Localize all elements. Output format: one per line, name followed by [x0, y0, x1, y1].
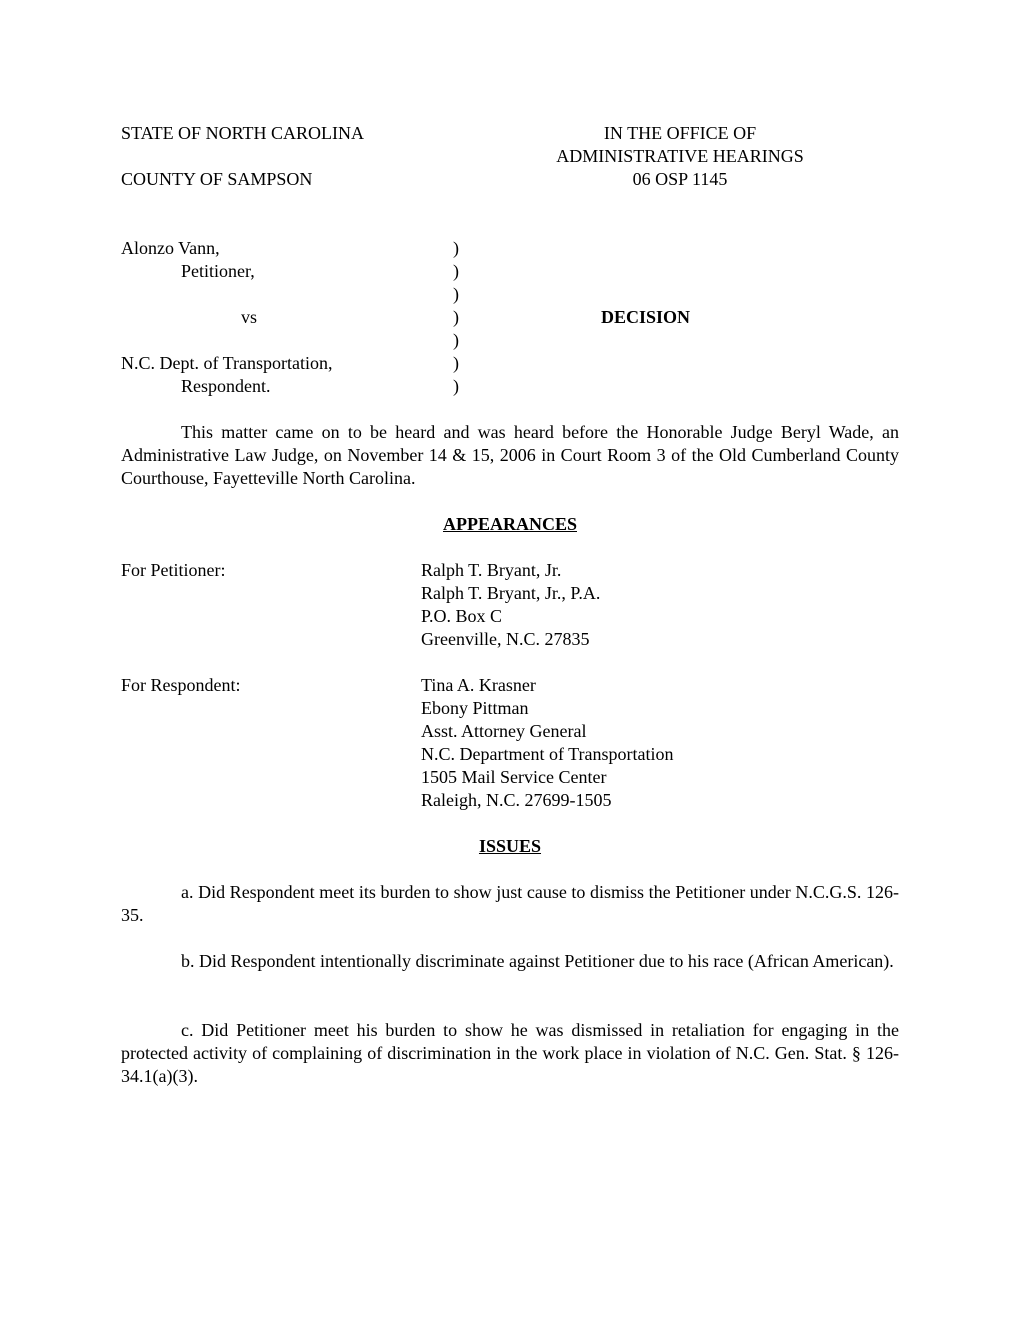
respondent-counsel-line: Asst. Attorney General	[421, 721, 587, 741]
petitioner-counsel-line: P.O. Box C	[421, 606, 503, 626]
state-caption: STATE OF NORTH CAROLINA	[121, 123, 364, 143]
bracket: )	[453, 307, 459, 327]
respondent-role: Respondent.	[181, 376, 271, 396]
petitioner-counsel-label: For Petitioner:	[121, 560, 226, 580]
document-type: DECISION	[601, 307, 691, 327]
petitioner-counsel-line: Ralph T. Bryant, Jr.	[421, 560, 562, 580]
versus-label: vs	[241, 307, 258, 327]
bracket: )	[453, 284, 459, 304]
respondent-counsel-line: Raleigh, N.C. 27699-1505	[421, 790, 612, 810]
respondent-counsel-line: 1505 Mail Service Center	[421, 767, 607, 787]
petitioner-counsel-line: Greenville, N.C. 27835	[421, 629, 590, 649]
bracket: )	[453, 376, 459, 396]
petitioner-role: Petitioner,	[181, 261, 255, 281]
respondent-name: N.C. Dept. of Transportation,	[121, 353, 333, 373]
issue-item-a: a. Did Respondent meet its burden to show just cause to dismiss the Petitioner under N.C.G.S. 126-35.	[121, 882, 899, 925]
issues-heading: ISSUES	[478, 836, 542, 856]
appearances-heading: APPEARANCES	[442, 514, 577, 534]
intro-paragraph: This matter came on to be heard and was heard before the Honorable Judge Beryl Wade, an Administrative Law Judge, on November 14 & 15, 2006 in Court Room 3 of the Old Cumberland County Courthouse, Fayetteville North Carolina.	[121, 422, 899, 488]
bracket: )	[453, 261, 459, 281]
issue-item-b: b. Did Respondent intentionally discriminate against Petitioner due to his race (African American).	[181, 951, 894, 971]
respondent-counsel-line: Ebony Pittman	[421, 698, 529, 718]
county-caption: COUNTY OF SAMPSON	[121, 169, 313, 189]
petitioner-counsel-line: Ralph T. Bryant, Jr., P.A.	[421, 583, 601, 603]
office-caption-line2: ADMINISTRATIVE HEARINGS	[556, 146, 804, 166]
bracket: )	[453, 330, 459, 350]
bracket: )	[453, 353, 459, 373]
respondent-counsel-label: For Respondent:	[121, 675, 241, 695]
respondent-counsel-line: N.C. Department of Transportation	[421, 744, 674, 764]
case-number: 06 OSP 1145	[632, 169, 728, 189]
office-caption-line1: IN THE OFFICE OF	[603, 123, 757, 143]
petitioner-name: Alonzo Vann,	[121, 238, 220, 258]
respondent-counsel-line: Tina A. Krasner	[421, 675, 536, 695]
issue-item-c: c. Did Petitioner meet his burden to show he was dismissed in retaliation for engaging in the protected activity of complaining of discrimination in the work place in violation of N.C. Gen. Stat. § 126-34.1(a)(3).	[121, 1020, 899, 1086]
bracket: )	[453, 238, 459, 258]
